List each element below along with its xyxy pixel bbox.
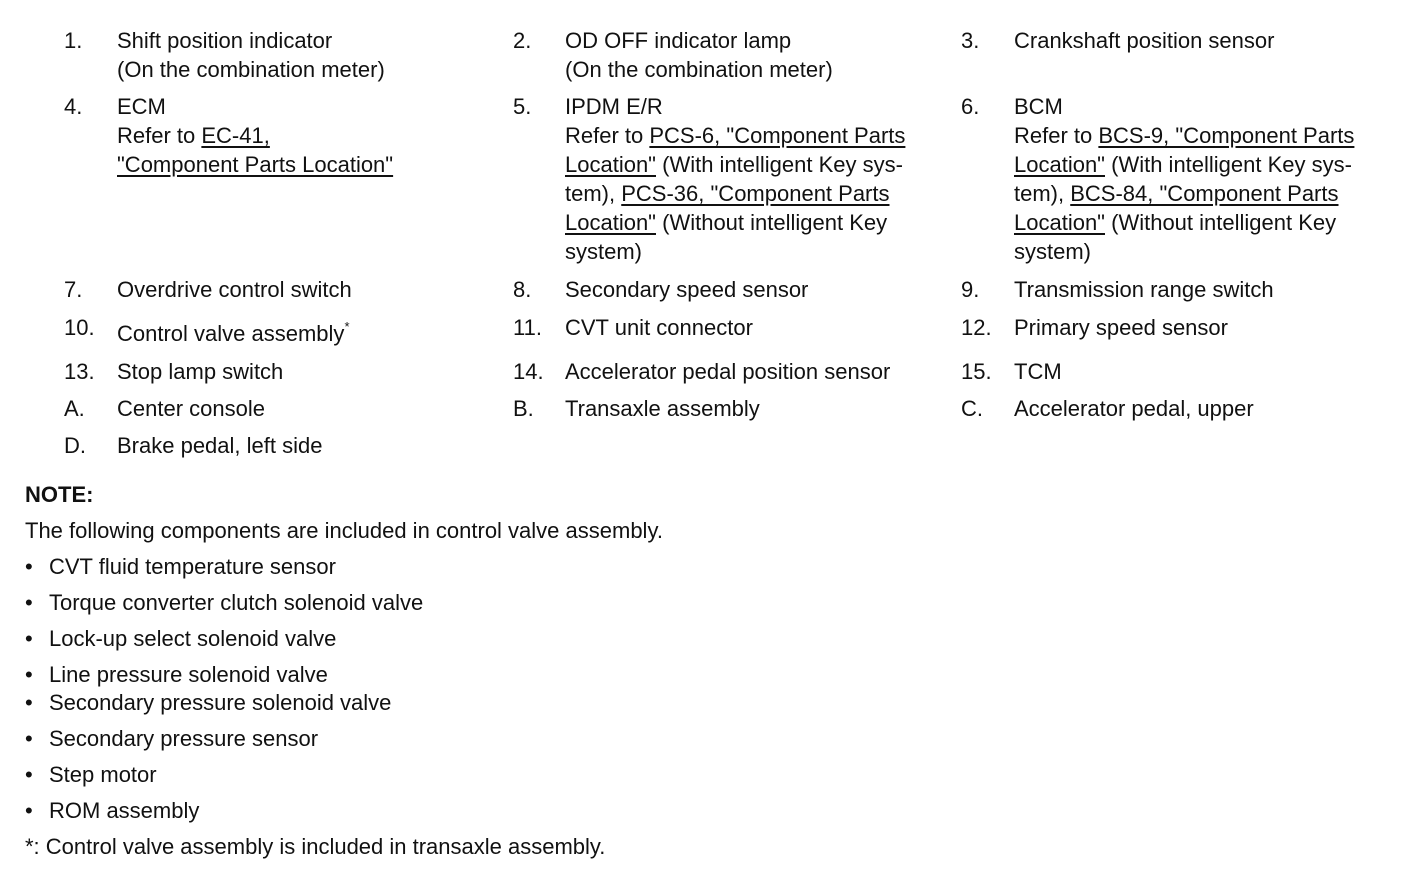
bullet-text: Secondary pressure sensor <box>49 726 319 751</box>
item-number: 13. <box>64 359 95 384</box>
item-number: 2. <box>513 28 532 53</box>
refer-text: Refer to <box>565 123 650 148</box>
item-label: OD OFF indicator lamp <box>565 28 792 53</box>
item-label: Transaxle assembly <box>565 396 760 421</box>
bullet-marker: • <box>25 690 33 715</box>
item-label: Center console <box>117 396 265 421</box>
footnote-marker: * <box>344 318 350 334</box>
item-label: Crankshaft position sensor <box>1014 28 1275 53</box>
item-number: 12. <box>961 315 992 340</box>
bcs-9-link-continued[interactable]: Location" <box>1014 152 1105 177</box>
note-text: system) <box>565 239 642 264</box>
item-number: 4. <box>64 94 83 119</box>
item-label: CVT unit connector <box>565 315 753 340</box>
item-number: 11. <box>513 315 542 340</box>
item-number: 6. <box>961 94 980 119</box>
item-label: ECM <box>117 94 166 119</box>
bullet-marker: • <box>25 590 33 615</box>
bullet-marker: • <box>25 554 33 579</box>
bullet-text: Line pressure solenoid valve <box>49 662 328 687</box>
bullet-text: ROM assembly <box>49 798 200 823</box>
item-label: Brake pedal, left side <box>117 433 323 458</box>
ec-41-link[interactable]: EC-41, <box>201 123 270 148</box>
bcs-84-link-continued[interactable]: Location" <box>1014 210 1105 235</box>
note-text: tem), <box>565 181 622 206</box>
bullet-text: CVT fluid temperature sensor <box>49 554 336 579</box>
note-intro: The following components are included in control valve assembly. <box>25 518 663 543</box>
item-label: TCM <box>1014 359 1062 384</box>
item-label: Primary speed sensor <box>1014 315 1228 340</box>
bullet-text: Secondary pressure solenoid valve <box>49 690 392 715</box>
item-number: 8. <box>513 277 532 302</box>
item-label: Accelerator pedal, upper <box>1014 396 1254 421</box>
bullet-marker: • <box>25 762 33 787</box>
pcs-6-link-continued[interactable]: Location" <box>565 152 656 177</box>
bullet-marker: • <box>25 726 33 751</box>
item-letter: B. <box>513 396 534 421</box>
item-number: 7. <box>64 277 83 302</box>
item-sublabel: (On the combination meter) <box>117 57 385 82</box>
item-sublabel: (On the combination meter) <box>565 57 833 82</box>
item-number: 5. <box>513 94 532 119</box>
item-number: 10. <box>64 315 95 340</box>
item-number: 9. <box>961 277 980 302</box>
note-text: (Without intelligent Key <box>1105 210 1337 235</box>
pcs-6-link[interactable]: PCS-6, "Component Parts <box>649 123 906 148</box>
bullet-marker: • <box>25 798 33 823</box>
footnote: *: Control valve assembly is included in transaxle assembly. <box>25 834 606 859</box>
pcs-36-link[interactable]: PCS-36, "Component Parts <box>621 181 890 206</box>
item-label: Accelerator pedal position sensor <box>565 359 891 384</box>
item-label: Stop lamp switch <box>117 359 284 384</box>
item-label: Secondary speed sensor <box>565 277 809 302</box>
note-text: (With intelligent Key sys- <box>656 152 903 177</box>
item-label: IPDM E/R <box>565 94 663 119</box>
note-text: (With intelligent Key sys- <box>1105 152 1352 177</box>
note-text: system) <box>1014 239 1091 264</box>
item-label: Shift position indicator <box>117 28 333 53</box>
refer-text: Refer to <box>117 123 202 148</box>
pcs-36-link-continued[interactable]: Location" <box>565 210 656 235</box>
bcs-84-link[interactable]: BCS-84, "Component Parts <box>1070 181 1339 206</box>
item-letter: C. <box>961 396 983 421</box>
item-number: 14. <box>513 359 544 384</box>
item-number: 1. <box>64 28 83 53</box>
bullet-text: Step motor <box>49 762 157 787</box>
note-heading: NOTE: <box>25 482 94 507</box>
item-label: Control valve assembly <box>117 321 345 346</box>
item-letter: D. <box>64 433 86 458</box>
note-text: (Without intelligent Key <box>656 210 888 235</box>
bullet-marker: • <box>25 662 33 687</box>
bullet-text: Torque converter clutch solenoid valve <box>49 590 424 615</box>
item-label: Overdrive control switch <box>117 277 352 302</box>
note-text: tem), <box>1014 181 1071 206</box>
item-label: BCM <box>1014 94 1063 119</box>
bcs-9-link[interactable]: BCS-9, "Component Parts <box>1098 123 1355 148</box>
item-label: Transmission range switch <box>1014 277 1274 302</box>
item-number: 3. <box>961 28 980 53</box>
item-letter: A. <box>64 396 85 421</box>
bullet-text: Lock-up select solenoid valve <box>49 626 337 651</box>
item-number: 15. <box>961 359 992 384</box>
bullet-marker: • <box>25 626 33 651</box>
ec-41-link-continued[interactable]: "Component Parts Location" <box>117 152 394 177</box>
refer-text: Refer to <box>1014 123 1099 148</box>
